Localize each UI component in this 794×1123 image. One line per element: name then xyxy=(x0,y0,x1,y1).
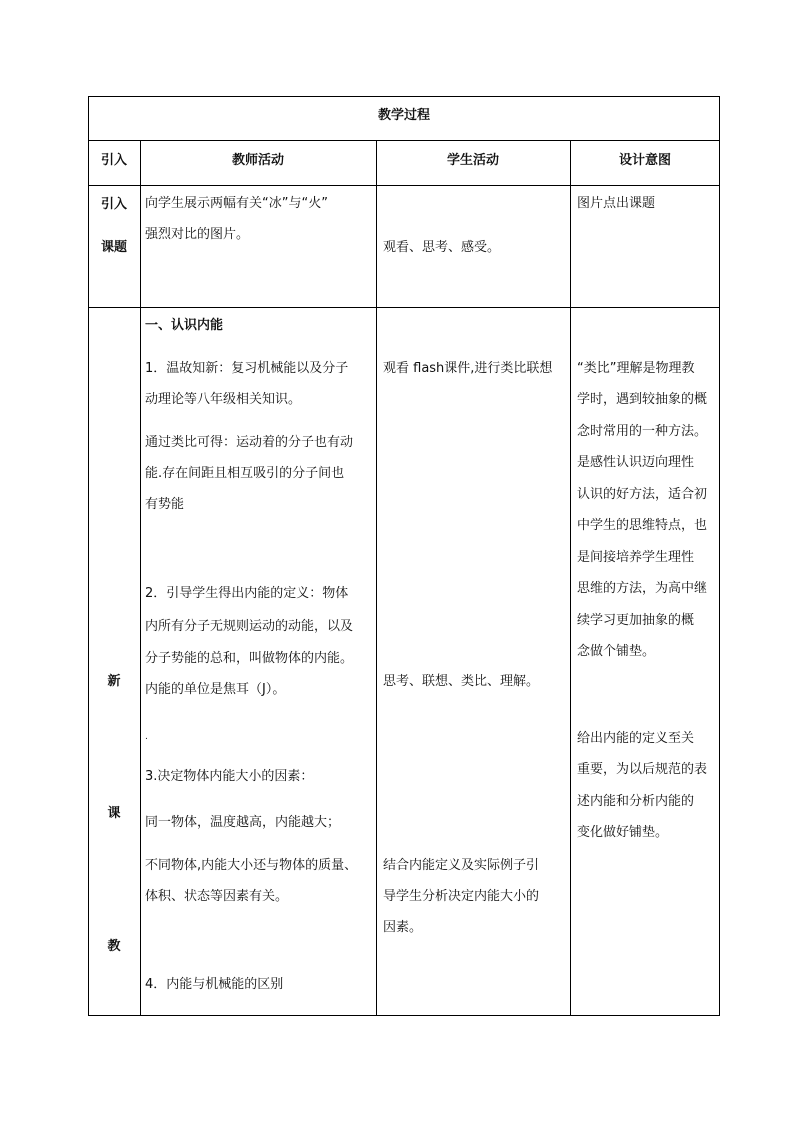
teacher-p4: 3.决定物体内能大小的因素： xyxy=(145,769,314,784)
design-d1-line5: 认识的好方法，适合初 xyxy=(577,487,708,502)
table-border-top xyxy=(88,96,720,97)
row1-divider xyxy=(88,307,720,308)
design-d1-line3: 念时常用的一种方法。 xyxy=(577,424,708,439)
teacher-p5: 同一物体，温度越高，内能越大； xyxy=(145,815,341,830)
teacher-p3-line4: 内能的单位是焦耳（J）。 xyxy=(145,682,286,697)
lesson-table xyxy=(88,96,720,1016)
student-s3-line2: 导学生分析决定内能大小的 xyxy=(383,889,540,904)
design-d2-line1: 给出内能的定义至关 xyxy=(577,731,695,746)
row2-label-char3: 教 xyxy=(107,939,121,954)
student-s3-line3: 因素。 xyxy=(383,920,423,935)
row1-design: 图片点出课题 xyxy=(577,196,656,211)
col-divider-3 xyxy=(570,140,571,1016)
design-d2-line4: 变化做好铺垫。 xyxy=(577,825,669,840)
header-teacher-activity: 教师活动 xyxy=(231,153,284,168)
table-border-left xyxy=(88,96,89,1016)
header-student-activity: 学生活动 xyxy=(446,153,499,168)
col-divider-2 xyxy=(376,140,377,1016)
teacher-p6-line2: 体积、状态等因素有关。 xyxy=(145,889,289,904)
teacher-section-heading: 一、认识内能 xyxy=(145,318,224,333)
teacher-p6-line1: 不同物体,内能大小还与物体的质量、 xyxy=(145,858,358,873)
row2-label-char2: 课 xyxy=(107,806,121,821)
design-d1-line6: 中学生的思维特点，也 xyxy=(577,518,708,533)
teacher-p3-line3: 分子势能的总和，叫做物体的内能。 xyxy=(145,651,354,666)
design-d1-line8: 思维的方法，为高中继 xyxy=(577,581,708,596)
design-d1-line4: 是感性认识迈向理性 xyxy=(577,455,695,470)
design-d2-line3: 述内能和分析内能的 xyxy=(577,794,695,809)
teacher-p2-line1: 通过类比可得：运动着的分子也有动 xyxy=(145,435,354,450)
header-intro: 引入 xyxy=(100,153,127,168)
design-d2-line2: 重要，为以后规范的表 xyxy=(577,762,708,777)
row1-teacher-line1: 向学生展示两幅有关“冰”与“火” xyxy=(145,196,328,211)
teacher-p2-line3: 有势能 xyxy=(145,497,185,512)
design-d1-line7: 是间接培养学生理性 xyxy=(577,550,695,565)
teacher-p7: 4．内能与机械能的区别 xyxy=(145,977,284,992)
table-border-bottom xyxy=(88,1015,720,1016)
row1-teacher-line2: 强烈对比的图片。 xyxy=(145,227,250,242)
teacher-dot: . xyxy=(145,732,148,742)
design-d1-line1: “类比”理解是物理教 xyxy=(577,361,695,376)
student-s1: 观看 flash课件,进行类比联想 xyxy=(383,361,553,376)
teacher-p1-line1: 1．温故知新：复习机械能以及分子 xyxy=(145,361,349,376)
teacher-p1-line2: 动理论等八年级相关知识。 xyxy=(145,392,302,407)
table-border-right xyxy=(719,96,720,1016)
teacher-p3-line1: 2．引导学生得出内能的定义：物体 xyxy=(145,586,349,601)
student-s2: 思考、联想、类比、理解。 xyxy=(383,674,540,689)
teacher-p3-line2: 内所有分子无规则运动的动能，以及 xyxy=(145,619,354,634)
student-s3-line1: 结合内能定义及实际例子引 xyxy=(383,858,540,873)
title-row-divider xyxy=(88,140,720,141)
header-design-intent: 设计意图 xyxy=(618,153,671,168)
header-row-divider xyxy=(88,185,720,186)
row1-label-line1: 引入 xyxy=(100,197,127,212)
design-d1-line10: 念做个铺垫。 xyxy=(577,644,656,659)
table-title: 教学过程 xyxy=(377,108,430,123)
teacher-p2-line2: 能.存在间距且相互吸引的分子间也 xyxy=(145,466,345,481)
design-d1-line2: 学时，遇到较抽象的概 xyxy=(577,392,708,407)
row2-label-char1: 新 xyxy=(107,674,121,689)
col-divider-1 xyxy=(140,140,141,1016)
design-d1-line9: 续学习更加抽象的概 xyxy=(577,613,695,628)
row1-student: 观看、思考、感受。 xyxy=(383,240,501,255)
row1-label-line2: 课题 xyxy=(100,240,127,255)
